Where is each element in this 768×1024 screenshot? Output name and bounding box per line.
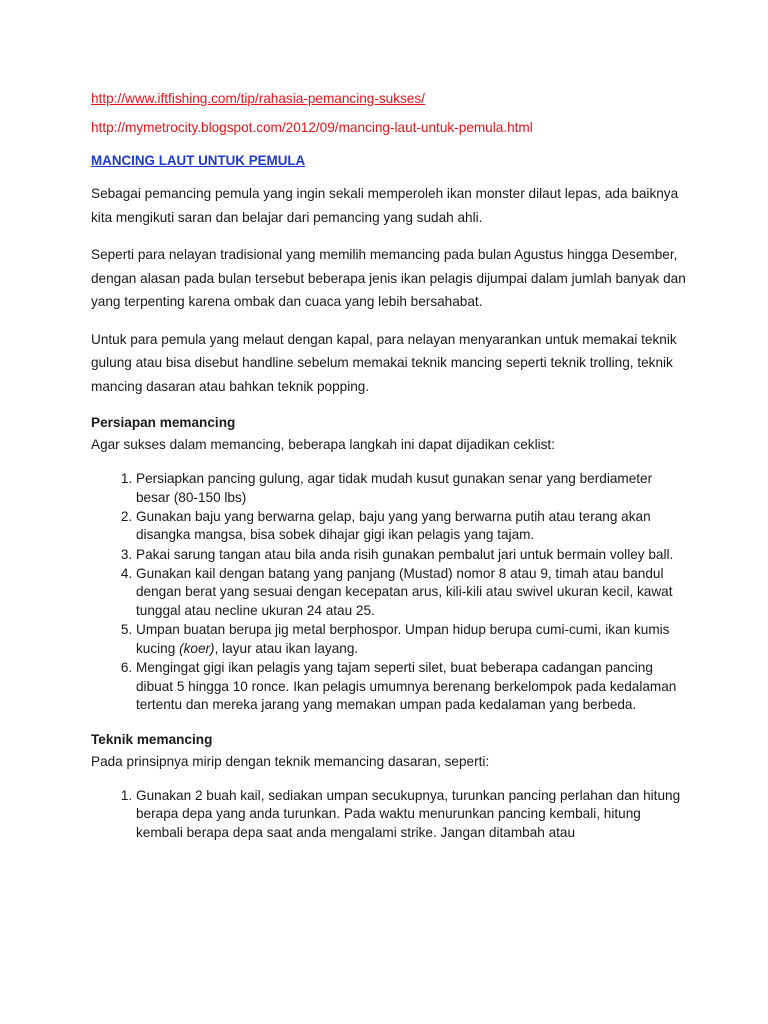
- persiapan-list: [91, 470, 688, 715]
- list-item: 6. Mengingat gigi ikan pelagis yang tajam seperti silet, buat beberapa cadangan pancing dibuat 5 hingga 10 ronce. Ikan pelagis umumnya berenang berkelompok pada kedalaman tertentu dan mereka jarang yang memakan umpan pada kedalaman yang berbeda.: [136, 659, 688, 715]
- list-item-text: , layur atau ikan layang.: [214, 640, 359, 656]
- paragraph-2: Seperti para nelayan tradisional yang memilih memancing pada bulan Agustus hingga Desember, dengan alasan pada bulan tersebut beberapa jenis ikan pelagis dijumpai dalam jumlah banyak dan yang terpenting karena ombak dan cuaca yang lebih bersahabat.: [91, 247, 686, 309]
- list-item-italic: (koer): [179, 640, 215, 656]
- list-item: 2. Gunakan baju yang berwarna gelap, baju yang yang berwarna putih atau terang akan disangka mangsa, bisa sobek dihajar gigi ikan pelagis yang tajam.: [136, 508, 688, 545]
- list-item: 3. Pakai sarung tangan atau bila anda risih gunakan pembalut jari untuk bermain volley ball.: [136, 546, 688, 565]
- list-item: 4. Gunakan kail dengan batang yang panjang (Mustad) nomor 8 atau 9, timah atau bandul dengan berat yang sesuai dengan kecepatan arus, kili-kili atau swivel ukuran kecil, kawat tunggal atau necline ukuran 24 atau 25.: [136, 565, 688, 621]
- source-link-2-text: http://mymetrocity.blogspot.com/2012/09/mancing-laut-untuk-pemula.html: [91, 120, 533, 135]
- list-item: 1. Persiapkan pancing gulung, agar tidak mudah kusut gunakan senar yang berdiameter besar (80-150 lbs): [136, 470, 688, 507]
- list-item-text: Umpan buatan berupa jig metal berphospor. Umpan hidup berupa cumi-cumi, ikan kumis kucing: [136, 622, 670, 656]
- teknik-list: [91, 787, 688, 843]
- article-title-link[interactable]: MANCING LAUT UNTUK PEMULA: [91, 153, 306, 168]
- source-link-2[interactable]: [91, 120, 688, 135]
- list-item: [136, 621, 688, 658]
- section-heading-teknik: Teknik memancing: [91, 731, 213, 747]
- section-heading-persiapan: Persiapan memancing: [91, 415, 236, 430]
- section-intro-persiapan: Agar sukses dalam memancing, beberapa langkah ini dapat dijadikan ceklist:: [91, 437, 555, 452]
- source-link-1-text: http://www.iftfishing.com/tip/rahasia-pemancing-sukses/: [91, 91, 425, 106]
- list-item: 1. Gunakan 2 buah kail, sediakan umpan secukupnya, turunkan pancing perlahan dan hitung berapa depa yang anda turunkan. Pada waktu menurunkan pancing kembali, hitung kembali berapa depa saat anda mengalami strike. Jangan ditambah atau: [136, 787, 688, 843]
- paragraph-1: Sebagai pemancing pemula yang ingin sekali memperoleh ikan monster dilaut lepas, ada baiknya kita mengikuti saran dan belajar dari pemancing yang sudah ahli.: [91, 186, 679, 225]
- paragraph-3: Untuk para pemula yang melaut dengan kapal, para nelayan menyarankan untuk memakai teknik gulung atau bisa disebut handline sebelum memakai teknik mancing seperti teknik trolling, teknik mancing dasaran atau bahkan teknik popping.: [91, 331, 677, 394]
- source-link-1[interactable]: [91, 91, 688, 106]
- section-intro-teknik: Pada prinsipnya mirip dengan teknik memancing dasaran, seperti:: [91, 753, 490, 769]
